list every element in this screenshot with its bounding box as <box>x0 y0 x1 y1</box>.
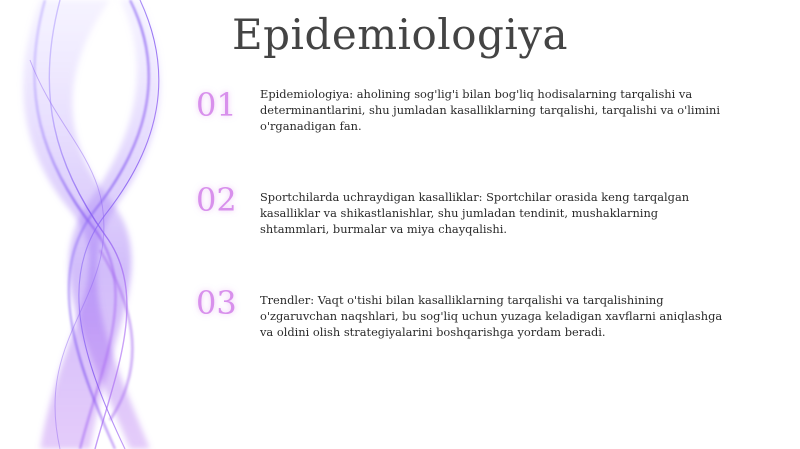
list-item-3 <box>196 284 756 344</box>
list-item-1 <box>196 86 756 146</box>
item-text: Trendler: Vaqt o'tishi bilan kasalliklarning tarqalishi va tarqalishining o'zgaruvchan naqshlari, bu sog'liq uchun yuzaga keladigan xavflarni aniqlashga va oldini olish strategiyalarini boshqarishga yordam beradi. <box>260 293 723 339</box>
item-number: 02 <box>196 181 237 219</box>
item-text: Sportchilarda uchraydigan kasalliklar: Sportchilar orasida keng tarqalgan kasalliklar va shikastlanishlar, shu jumladan tendinit, mushaklarning shtammlari, burmalar va miya chayqalishi. <box>260 190 690 236</box>
item-number: 03 <box>196 284 237 322</box>
item-number: 01 <box>196 86 237 124</box>
slide-title: Epidemiologiya <box>232 10 569 59</box>
item-text: Epidemiologiya: aholining sog'lig'i bilan bog'liq hodisalarning tarqalishi va determinantlarini, shu jumladan kasalliklarning tarqalishi, tarqalishi va o'limini o'rganadigan fan. <box>260 87 720 133</box>
list-item-2 <box>196 181 756 241</box>
